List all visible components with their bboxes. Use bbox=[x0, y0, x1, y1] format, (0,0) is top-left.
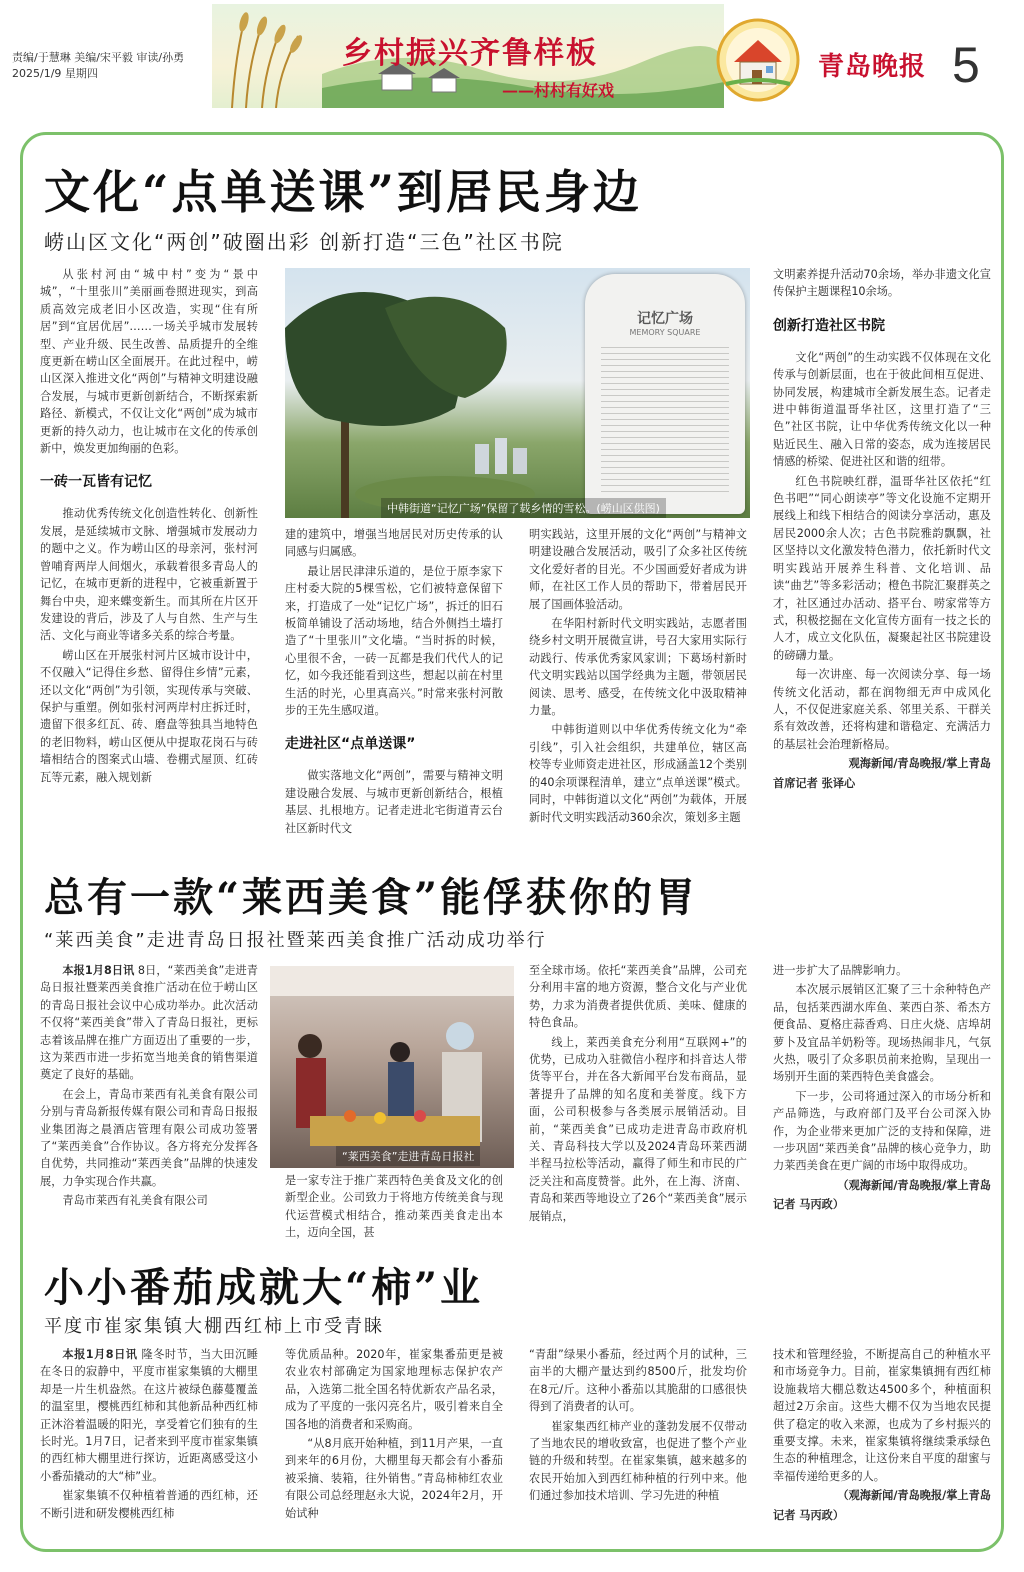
article1-paragraph: 文化“两创”的生动实践不仅体现在文化传承与创新层面，也在于彼此间相互促进、协同发展，构建城市全新发展生态。记者走进中韩街道温哥华社区，这里打造了“三色”社区书院，让中华优秀传统文化以一种贴近民生、融入日常的姿态，成为连接居民情感的桥梁、促进社区和谐的纽带。 bbox=[773, 350, 991, 469]
column-banner bbox=[212, 4, 724, 108]
article2-paragraph: 8日，“莱西美食”走进青岛日报社暨莱西美食推广活动在位于崂山区的青岛日报社会议中心成功举办。此次活动不仅将“莱西美食”带入了青岛日报社，更标志着该品牌在推广方面迈出了重要的一步，这为莱西市进一步拓宽当地美食的销售渠道奠定了良好的基础。 bbox=[40, 964, 258, 1082]
article2-paragraph: 本次展示展销区汇聚了三十余种特色产品，包括莱西湖水库鱼、莱西白茶、希杰方便食品、夏格庄蒜香鸡、日庄火烧、店埠胡萝卜及宜品羊奶粉等。现场热闹非凡，气氛火热，吸引了众多职员前来抢购，呈现出一场别开生面的莱西特色美食盛会。 bbox=[773, 983, 991, 1084]
article3-column-4 bbox=[773, 1346, 991, 1540]
article2-paragraph: 在会上，青岛市莱西有礼美食有限公司分别与青岛新报传媒有限公司和青岛日报报业集团海之晨酒店管理有限公司成功签署了“莱西美食”合作协议。各方将充分发挥各自优势，共同推动“莱西美食”品牌的快速发展，力争实现合作共赢。 bbox=[40, 1087, 258, 1188]
article1-section-heading: 走进社区“点单送课” bbox=[285, 736, 416, 753]
credits bbox=[12, 50, 184, 82]
article1-reporter: 首席记者 张译心 bbox=[773, 776, 856, 790]
article1-column-2 bbox=[285, 526, 503, 852]
article3-paragraph: 崔家集西红柿产业的蓬勃发展不仅带动了当地农民的增收致富，也促进了整个产业链的升级和转型。在崔家集镇，越来越多的农民开始加入到西红柿种植的行列中来。他们通过参加技术培训、学习先进的种植 bbox=[529, 1419, 747, 1503]
article1-paragraph: 文明素养提升活动70余场，举办非遗文化宣传保护主题课程10余场。 bbox=[773, 268, 991, 299]
article1-paragraph: 在华阳村新时代文明实践站，志愿者围绕乡村文明开展微宣讲，号召大家用实际行动践行、传承优秀家风家训；下葛场村新时代文明实践站以国学经典为主题，带领居民阅读、思考、感受，在传统文化中汲取精神力量。 bbox=[529, 617, 747, 718]
article1-column-4 bbox=[773, 266, 991, 852]
article3-paragraph: 崔家集镇不仅种植着普通的西红柿，还不断引进和研发樱桃西红柿 bbox=[40, 1489, 258, 1520]
article3-paragraph: 技术和管理经验，不断提高自己的种植水平和市场竞争力。目前，崔家集镇拥有西红柿设施栽培大棚总数达4500多个，种植面积超过2万余亩。这些大棚不仅为当地农民提供了稳定的收入来源，也成为了乡村振兴的重要支撑。未来，崔家集镇将继续秉承绿色生态的种植理念，让这份来自平度的甜蜜与幸福传递给更多的人。 bbox=[773, 1348, 991, 1483]
article1-photo bbox=[285, 268, 750, 518]
article1-paragraph: 每一次讲座、每一次阅读分享、每一场传统文化活动，都在润物细无声中成风化人，不仅促进家庭关系、邻里关系、干群关系有效改善，还将构建和谐稳定、充满活力的基层社会治理新格局。 bbox=[773, 668, 991, 751]
article3-subhead: 平度市崔家集镇大棚西红柿上市受青睐 bbox=[44, 1316, 384, 1337]
article2-paragraph: 是一家专注于推广莱西特色美食及文化的创新型企业。公司致力于将地方传统美食与现代运营模式相结合，推动莱西美食走出本土，迈向全国，甚 bbox=[285, 1174, 503, 1240]
article2-photo bbox=[270, 966, 514, 1168]
article1-paragraph: 做实落地文化“两创”，需要与精神文明建设融合发展、与城市更新创新结合，根植基层、扎根地方。记者走进北宅街道青云台社区新时代文 bbox=[285, 769, 503, 835]
article3-paragraph: “青甜”绿果小番茄，经过两个月的试种，三亩半的大棚产量达到约8500斤，批发均价在8元/斤。这种小番茄以其脆甜的口感很快得到了消费者的认可。 bbox=[529, 1348, 747, 1414]
article2-byline: （观海新闻/青岛晚报/掌上青岛 bbox=[837, 1178, 991, 1192]
article1-paragraph: 中韩街道则以中华优秀传统文化为“牵引线”，引入社会组织，共建单位，辖区高校等专业师资走进社区，形成涵盖12个类别的40余项课程清单，建立“点单送课”模式。同时，中韩街道以文化“两创”为载体，开展新时代文明实践活动360余次，策划多主题 bbox=[529, 723, 747, 824]
banner-subtitle: ——村村有好戏 bbox=[502, 81, 615, 100]
article3-column-2 bbox=[285, 1346, 503, 1540]
article2-column-4 bbox=[773, 962, 991, 1242]
people-icon bbox=[270, 966, 514, 1168]
article2-dateline: 本报1月8日讯 bbox=[62, 964, 135, 977]
article2-paragraph: 至全球市场。依托“莱西美食”品牌，公司充分利用丰富的地方资源，整合文化与产业优势，力求为消费者提供优质、美味、健康的特色食品。 bbox=[529, 964, 747, 1030]
article1-paragraph: 明实践站，这里开展的文化“两创”与精神文明建设融合发展活动，吸引了众多社区传统文化爱好者的目光。不少国画爱好者成为讲师，在社区工作人员的帮助下，带着居民开展了国画体验活动。 bbox=[529, 528, 747, 611]
sign-text-block bbox=[601, 347, 729, 497]
article1-paragraph: 推动优秀传统文化创造性转化、创新性发展，是延续城市文脉、增强城市发展动力的题中之义。作为崂山区的母亲河，张村河曾哺育两岸人间烟火，承载着很多青岛人的记忆，在城市更新的进程中，它被重新置于舞台中央，迎来蝶变新生。而其所在片区开发建设的背后，涉及了人与自然、生产与生活、文化与商业等诸多关系的综合考量。 bbox=[40, 507, 258, 643]
article2-photo-caption: “莱西美食”走进青岛日报社 bbox=[336, 1146, 480, 1166]
article1-column-3 bbox=[529, 526, 747, 852]
article3-byline: （观海新闻/青岛晚报/掌上青岛 bbox=[837, 1489, 991, 1503]
article3-paragraph: “从8月底开始种植，到11月产果，一直到来年的6月份，大棚里每天都会有小番茄被采摘、装箱，往外销售。”青岛柿柿红农业有限公司总经理赵永大说，2024年2月，开始试种 bbox=[285, 1437, 503, 1520]
article1-section-heading: 创新打造社区书院 bbox=[773, 317, 885, 334]
article1-headline: 文化“点单送课”到居民身边 bbox=[44, 165, 642, 219]
article1-section-heading: 一砖一瓦皆有记忆 bbox=[40, 474, 152, 491]
article1-photo-caption: 中韩街道“记忆广场”保留了载乡情的雪松。(崂山区供图) bbox=[381, 498, 666, 518]
wheat-icon bbox=[212, 4, 332, 108]
memory-square-sign bbox=[585, 274, 745, 514]
article2-column-3 bbox=[529, 962, 747, 1242]
article1-paragraph: 红色书院映红群，温哥华社区依托“红色书吧”“同心朗读亭”等文化设施不定期开展线上和线下相结合的阅读分享活动，惠及居民2000余人次；古色书院雅韵飘飘，社区坚持以文化激发特色潜力，依托新时代文明实践站开展养生科普、文化培训、品读“曲艺”等多彩活动；橙色书院汇聚群英之才，社区通过办活动、搭平台、唠家常等方式，积极挖掘在文化宣传方面有一技之长的人才，成立文化队伍，凝聚起社区书院建设的磅礴力量。 bbox=[773, 474, 991, 662]
article2-headline: 总有一款“莱西美食”能俘获你的胃 bbox=[44, 874, 699, 921]
article3-reporter: 记者 马丙政） bbox=[773, 1508, 845, 1522]
credit-line-editors: 责编/于慧琳 美编/宋平毅 审读/孙勇 bbox=[12, 51, 185, 64]
article1-paragraph: 最让居民津津乐道的，是位于原李家下庄村委大院的5棵雪松，它们被特意保留下来，打造成了一处“记忆广场”，拆迁的旧石板简单铺设了活动场地，结合外侧挡土墙打造了“十里张川”文化墙。“当时拆的时候，心里很不舍，一砖一瓦都是我们代代人的记忆，如今我还能看到这些，想起以前在村里生活的时光，心里真高兴。”时常来张村河散步的王先生感叹道。 bbox=[285, 564, 503, 718]
masthead bbox=[0, 0, 1024, 128]
article2-subhead: “莱西美食”走进青岛日报社暨莱西美食推广活动成功举行 bbox=[44, 930, 547, 951]
banner-title: 乡村振兴齐鲁样板 bbox=[342, 36, 598, 71]
credit-line-date: 2025/1/9 星期四 bbox=[12, 67, 98, 80]
article2-reporter: 记者 马丙政） bbox=[773, 1198, 845, 1212]
article1-subhead: 崂山区文化“两创”破圈出彩 创新打造“三色”社区书院 bbox=[44, 230, 564, 254]
article2-paragraph: 下一步，公司将通过深入的市场分析和产品筛选，与政府部门及平台公司深入协作，为企业带来更加广泛的支持和保障，进一步巩固“莱西美食”品牌的核心竞争力，助力莱西美食在更广阔的市场中取得成功。 bbox=[773, 1089, 991, 1173]
article1-intro: 从张村河由“城中村”变为“景中城”，“十里张川”美丽画卷照进现实，到高质高效完成老旧小区改造，实现“住有所居”到“宜居优居”……一场关乎城市发展转型、产业升级、民生改善、品质提升的全维度更新在崂山区全面展开。在此过程中，崂山区深入推进文化“两创”与精神文明建设融合发展，与城市更新创新结合，不断探索新路径、新模式，不仅让文化“两创”成为城市更新的持久动力，也让城市在文化的传承创新中，焕发更加绚丽的色彩。 bbox=[40, 268, 258, 456]
article2-paragraph: 进一步扩大了品牌影响力。 bbox=[773, 964, 908, 977]
page-number: 5 bbox=[952, 37, 980, 93]
house-icon bbox=[716, 18, 800, 102]
article2-paragraph: 线上，莱西美食充分利用“互联网+”的优势，已成功入驻微信小程序和抖音达人带货等平台，并在各大新闻平台发布商品，显著提升了品牌的知名度和美誉度。线下方面，公司积极参与各类展示展销活动。目前，“莱西美食”已成功走进青岛市政府机关、青岛科技大学以及2024青岛环莱西湖半程马拉松等活动，赢得了师生和市民的广泛关注和高度赞誉。此外，在上海、济南、青岛和莱西等地设立了26个“莱西美食”展示展销点， bbox=[529, 1035, 747, 1223]
article3-paragraph: 隆冬时节，当大田沉睡在冬日的寂静中，平度市崔家集镇的大棚里却是一片生机盎然。在这片被绿色藤蔓覆盖的温室里，樱桃西红柿和其他新品种西红柿正沐浴着温暖的阳光，享受着它们独有的生长时光。1月7日，记者来到平度市崔家集镇的西红柿大棚里进行探访，近距离感受这小小番茄撬动的大“柿”业。 bbox=[40, 1348, 258, 1483]
sign-title: 记忆广场 bbox=[637, 311, 693, 327]
paper-name: 青岛晚报 bbox=[818, 52, 927, 82]
article1-paragraph: 崂山区在开展张村河片区城市设计中，不仅融入“记得住乡愁、留得住乡情”元素，还以文化“两创”为引领，实现传承与突破、保护与重塑。例如张村河两岸村庄拆迁时，遗留下很多红瓦、砖、磨盘等独具当地特色的老旧物料，崂山区便从中提取花岗石与砖墙相结合的图案式山墙、卷棚式屋顶、红砖瓦等元素，融入规划新 bbox=[40, 648, 258, 784]
article2-column-2 bbox=[285, 1172, 503, 1242]
article1-byline: 观海新闻/青岛晚报/掌上青岛 bbox=[848, 757, 991, 771]
article3-column-3 bbox=[529, 1346, 747, 1540]
article1-paragraph: 建的建筑中，增强当地居民对历史传承的认同感与归属感。 bbox=[285, 528, 503, 559]
article3-paragraph: 等优质品种。2020年，崔家集番茄更是被农业农村部确定为国家地理标志保护农产品，入选第二批全国名特优新农产品名录，成为了平度的一张闪亮名片，吸引着来自全国各地的消费者和采购商。 bbox=[285, 1348, 503, 1431]
sign-subtitle: MEMORY SQUARE bbox=[629, 328, 701, 337]
article3-column-1 bbox=[40, 1346, 258, 1540]
article3-headline: 小小番茄成就大“柿”业 bbox=[44, 1264, 484, 1311]
article2-paragraph: 青岛市莱西有礼美食有限公司 bbox=[62, 1194, 208, 1208]
article3-dateline: 本报1月8日讯 bbox=[62, 1348, 138, 1361]
article2-column-1 bbox=[40, 962, 258, 1242]
article1-column-1 bbox=[40, 266, 258, 852]
